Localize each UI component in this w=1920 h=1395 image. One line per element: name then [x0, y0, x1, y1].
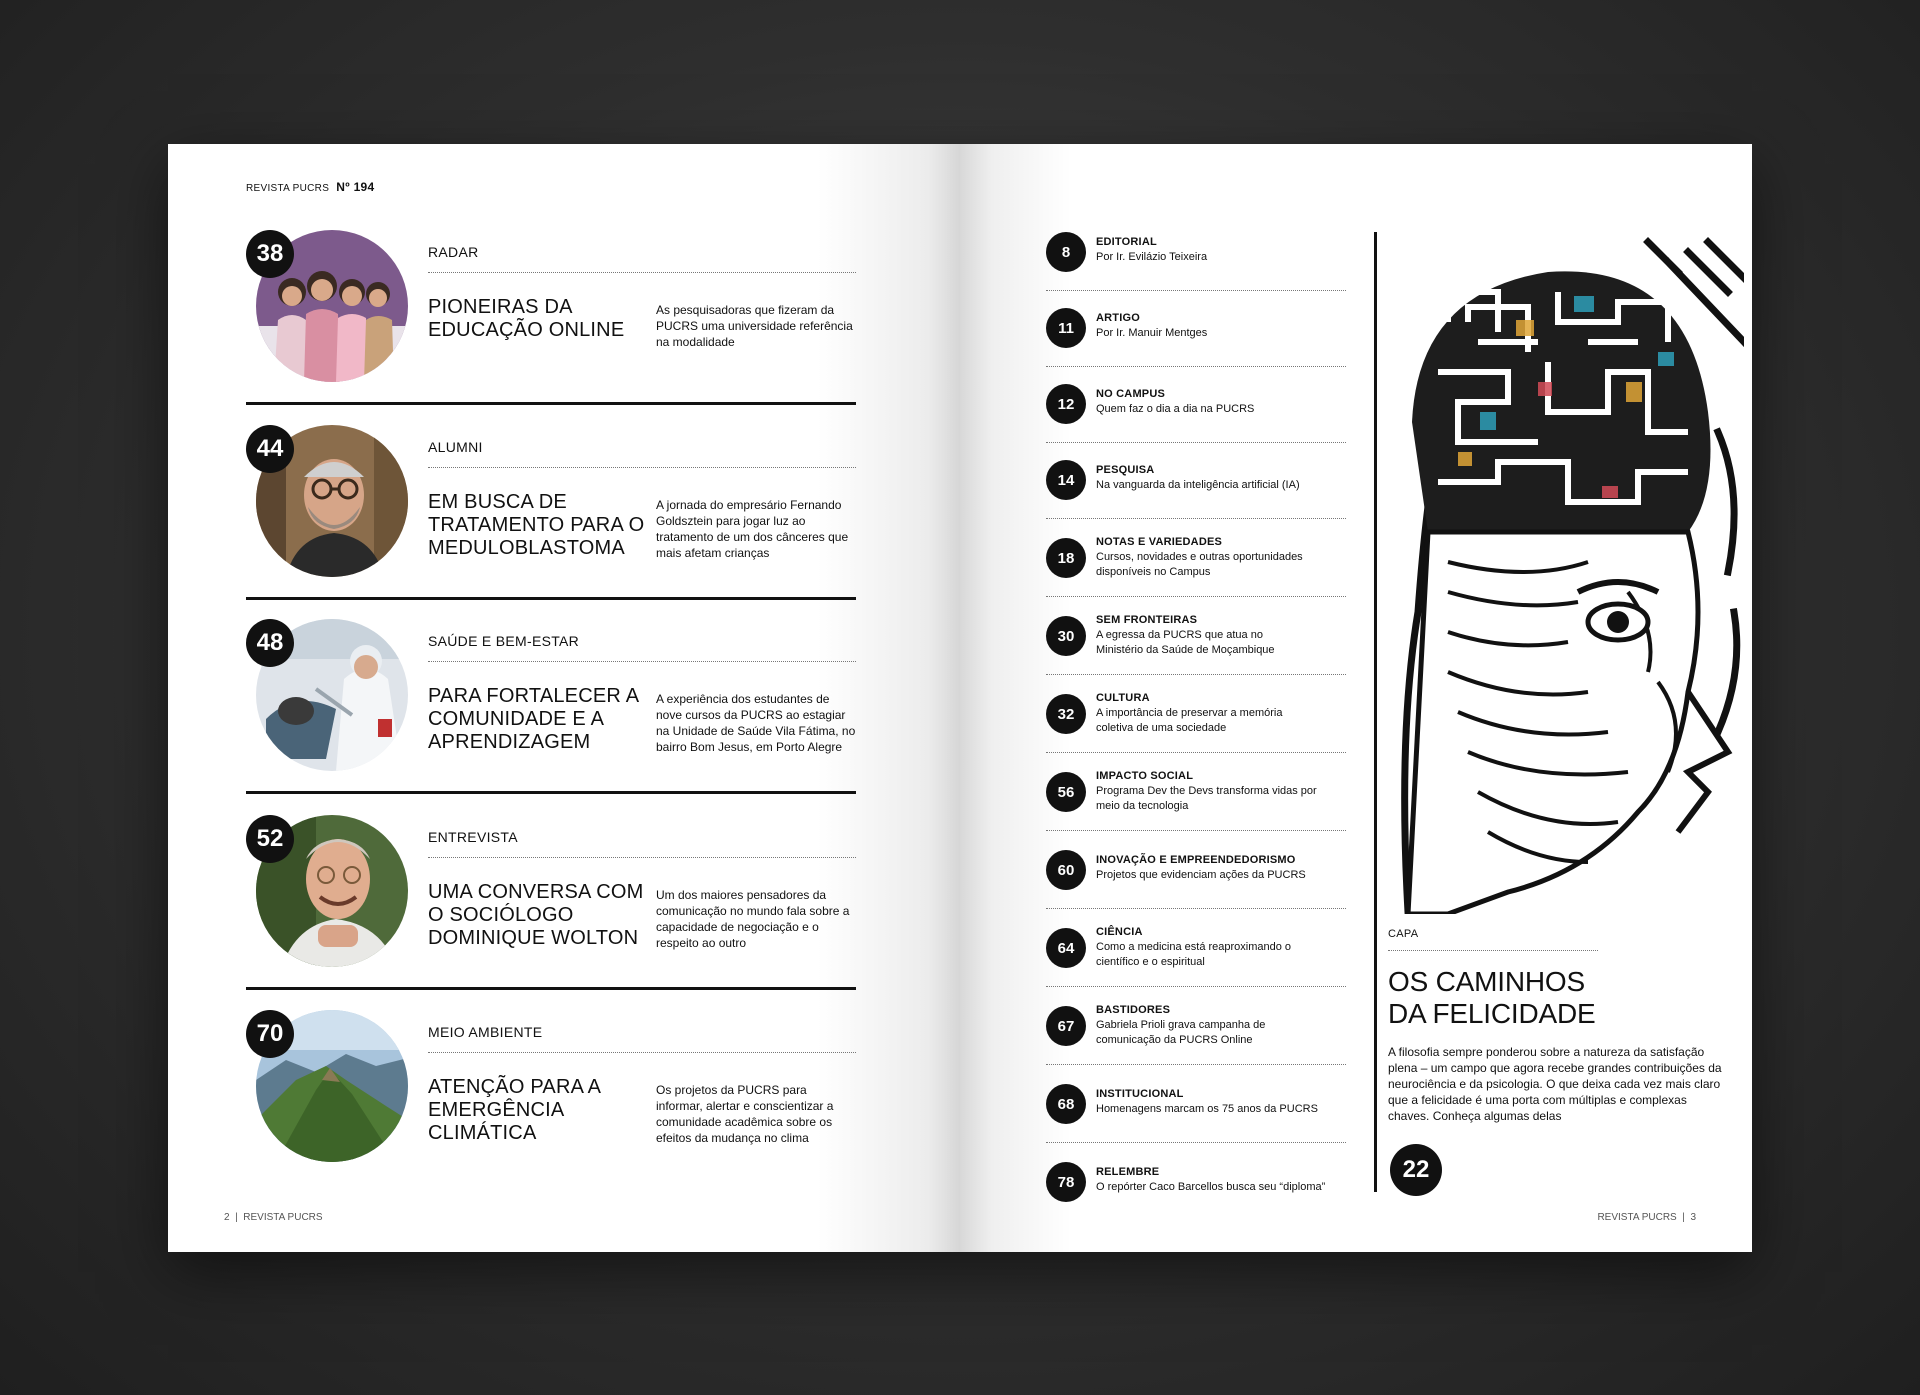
- toc-page-badge: 68: [1046, 1084, 1086, 1124]
- toc-item[interactable]: [1046, 1162, 1346, 1236]
- toc-page-badge: 60: [1046, 850, 1086, 890]
- story-item[interactable]: [246, 230, 856, 410]
- story-item[interactable]: [246, 815, 856, 995]
- cover-title-line: DA FELICIDADE: [1388, 998, 1596, 1029]
- toc-title: INOVAÇÃO E EMPREENDEDORISMO: [1096, 854, 1296, 866]
- dotted-divider: [428, 272, 856, 273]
- toc-item[interactable]: [1046, 308, 1346, 382]
- story-title: PARA FORTALECER A COMUNIDADE E A APRENDIZAGEM: [428, 685, 639, 753]
- toc-title: PESQUISA: [1096, 464, 1155, 476]
- toc-subtitle: Gabriela Prioli grava campanha de comunicação da PUCRS Online: [1096, 1019, 1266, 1046]
- dotted-divider: [1046, 986, 1346, 987]
- cover-illustration[interactable]: [1388, 232, 1744, 914]
- story-title: ATENÇÃO PARA A EMERGÊNCIA CLIMÁTICA: [428, 1076, 601, 1144]
- footer-folio-left: [224, 1212, 323, 1223]
- toc-subtitle: Na vanguarda da inteligência artificial (IA): [1096, 479, 1300, 491]
- story-description: Os projetos da PUCRS para informar, alertar e conscientizar a comunidade acadêmica sobre os efeitos da mudança no clima: [656, 1083, 834, 1145]
- toc-page-badge: 18: [1046, 538, 1086, 578]
- story-description: A jornada do empresário Fernando Goldsztein para jogar luz ao tratamento de um dos cânceres que mais afetam crianças: [656, 498, 849, 560]
- story-section: RADAR: [428, 244, 479, 260]
- toc-subtitle: Por Ir. Manuir Mentges: [1096, 327, 1208, 339]
- toc-subtitle: Quem faz o dia a dia na PUCRS: [1096, 403, 1255, 415]
- story-description: As pesquisadoras que fizeram da PUCRS uma universidade referência na modalidade: [656, 303, 853, 349]
- story-section: ALUMNI: [428, 439, 483, 455]
- toc-item[interactable]: [1046, 1006, 1346, 1080]
- dotted-divider: [1388, 950, 1598, 951]
- cover-page-badge: 22: [1390, 1144, 1442, 1196]
- story-section: MEIO AMBIENTE: [428, 1024, 543, 1040]
- toc-title: IMPACTO SOCIAL: [1096, 770, 1194, 782]
- dotted-divider: [428, 1052, 856, 1053]
- toc-subtitle: A egressa da PUCRS que atua no Ministério da Saúde de Moçambique: [1096, 629, 1275, 656]
- toc-item[interactable]: [1046, 384, 1346, 458]
- page-number-badge: 70: [246, 1010, 294, 1058]
- toc-title: INSTITUCIONAL: [1096, 1088, 1184, 1100]
- story-rule: [246, 597, 856, 600]
- toc-title: NO CAMPUS: [1096, 388, 1166, 400]
- toc-subtitle: Programa Dev the Devs transforma vidas por meio da tecnologia: [1096, 785, 1317, 812]
- dotted-divider: [1046, 1064, 1346, 1065]
- story-description: A experiência dos estudantes de nove cursos da PUCRS ao estagiar na Unidade de Saúde Vila Fátima, no bairro Bom Jesus, em Porto Alegre: [656, 692, 856, 754]
- cover-section-label: CAPA: [1388, 928, 1419, 940]
- right-page: [960, 144, 1752, 1252]
- toc-item[interactable]: [1046, 232, 1346, 306]
- toc-page-badge: 8: [1046, 232, 1086, 272]
- dotted-divider: [428, 467, 856, 468]
- dotted-divider: [1046, 830, 1346, 831]
- story-item[interactable]: [246, 619, 856, 799]
- masthead: [246, 180, 375, 194]
- cover-description: A filosofia sempre ponderou sobre a natureza da satisfação plena – um campo que agora recebe grandes contribuições da neurociência e da psicologia. O que deixa cada vez mais claro que a felicidade é uma porta com múltiplas e complexas chaves. Conheça algumas delas: [1388, 1045, 1722, 1123]
- toc-subtitle: A importância de preservar a memória coletiva de uma sociedade: [1096, 707, 1283, 734]
- story-title: PIONEIRAS DA EDUCAÇÃO ONLINE: [428, 296, 625, 341]
- story-title: UMA CONVERSA COM O SOCIÓLOGO DOMINIQUE WOLTON: [428, 881, 644, 949]
- toc-item[interactable]: [1046, 616, 1346, 690]
- dotted-divider: [1046, 1142, 1346, 1143]
- dotted-divider: [1046, 366, 1346, 367]
- toc-subtitle: Cursos, novidades e outras oportunidades disponíveis no Campus: [1096, 551, 1303, 578]
- story-rule: [246, 987, 856, 990]
- story-rule: [246, 791, 856, 794]
- toc-page-badge: 12: [1046, 384, 1086, 424]
- toc-title: ARTIGO: [1096, 312, 1140, 324]
- dotted-divider: [1046, 518, 1346, 519]
- left-page: [168, 144, 960, 1252]
- folio-label: REVISTA PUCRS: [1597, 1212, 1677, 1223]
- toc-title: CULTURA: [1096, 692, 1150, 704]
- dotted-divider: [1046, 290, 1346, 291]
- footer-folio-right: [1597, 1212, 1696, 1223]
- toc-title: CIÊNCIA: [1096, 926, 1143, 938]
- toc-page-badge: 64: [1046, 928, 1086, 968]
- magazine-spread: [168, 144, 1752, 1252]
- toc-item[interactable]: [1046, 850, 1346, 924]
- toc-page-badge: 67: [1046, 1006, 1086, 1046]
- toc-subtitle: Homenagens marcam os 75 anos da PUCRS: [1096, 1103, 1318, 1115]
- cover-title: [1388, 966, 1728, 1030]
- folio-page-number: 3: [1690, 1212, 1696, 1223]
- dotted-divider: [1046, 752, 1346, 753]
- story-section: SAÚDE E BEM-ESTAR: [428, 633, 580, 649]
- toc-subtitle: O repórter Caco Barcellos busca seu “diploma”: [1096, 1181, 1326, 1193]
- dotted-divider: [428, 857, 856, 858]
- toc-title: SEM FRONTEIRAS: [1096, 614, 1198, 626]
- story-item[interactable]: [246, 425, 856, 605]
- toc-item[interactable]: [1046, 1084, 1346, 1158]
- toc-item[interactable]: [1046, 460, 1346, 534]
- toc-item[interactable]: [1046, 772, 1346, 846]
- cover-title-line: OS CAMINHOS: [1388, 966, 1585, 997]
- vertical-divider: [1374, 232, 1377, 1192]
- toc-subtitle: Por Ir. Evilázio Teixeira: [1096, 251, 1208, 263]
- toc-item[interactable]: [1046, 694, 1346, 768]
- folio-separator: |: [1679, 1212, 1688, 1223]
- toc-page-badge: 32: [1046, 694, 1086, 734]
- toc-page-badge: 78: [1046, 1162, 1086, 1202]
- masthead-label: REVISTA PUCRS: [246, 183, 330, 194]
- story-section: ENTREVISTA: [428, 829, 518, 845]
- toc-page-badge: 30: [1046, 616, 1086, 656]
- dotted-divider: [1046, 442, 1346, 443]
- dotted-divider: [1046, 596, 1346, 597]
- page-number-badge: 38: [246, 230, 294, 278]
- toc-page-badge: 56: [1046, 772, 1086, 812]
- page-number-badge: 52: [246, 815, 294, 863]
- issue-number: Nº 194: [336, 180, 375, 194]
- toc-item[interactable]: [1046, 538, 1346, 612]
- folio-page-number: 2: [224, 1212, 230, 1223]
- toc-subtitle: Como a medicina está reaproximando o científico e o espiritual: [1096, 941, 1292, 968]
- dotted-divider: [1046, 674, 1346, 675]
- folio-separator: |: [232, 1212, 241, 1223]
- page-number-badge: 44: [246, 425, 294, 473]
- folio-label: REVISTA PUCRS: [243, 1212, 323, 1223]
- story-item[interactable]: [246, 1010, 856, 1190]
- toc-page-badge: 14: [1046, 460, 1086, 500]
- toc-title: EDITORIAL: [1096, 236, 1157, 248]
- toc-title: RELEMBRE: [1096, 1166, 1160, 1178]
- toc-title: BASTIDORES: [1096, 1004, 1171, 1016]
- dotted-divider: [1046, 908, 1346, 909]
- story-description: Um dos maiores pensadores da comunicação no mundo fala sobre a capacidade de negociação e o respeito ao outro: [656, 888, 850, 950]
- story-title: EM BUSCA DE TRATAMENTO PARA O MEDULOBLASTOMA: [428, 491, 645, 559]
- toc-item[interactable]: [1046, 928, 1346, 1002]
- story-rule: [246, 402, 856, 405]
- toc-title: NOTAS E VARIEDADES: [1096, 536, 1223, 548]
- toc-subtitle: Projetos que evidenciam ações da PUCRS: [1096, 869, 1306, 881]
- dotted-divider: [428, 661, 856, 662]
- toc-page-badge: 11: [1046, 308, 1086, 348]
- page-number-badge: 48: [246, 619, 294, 667]
